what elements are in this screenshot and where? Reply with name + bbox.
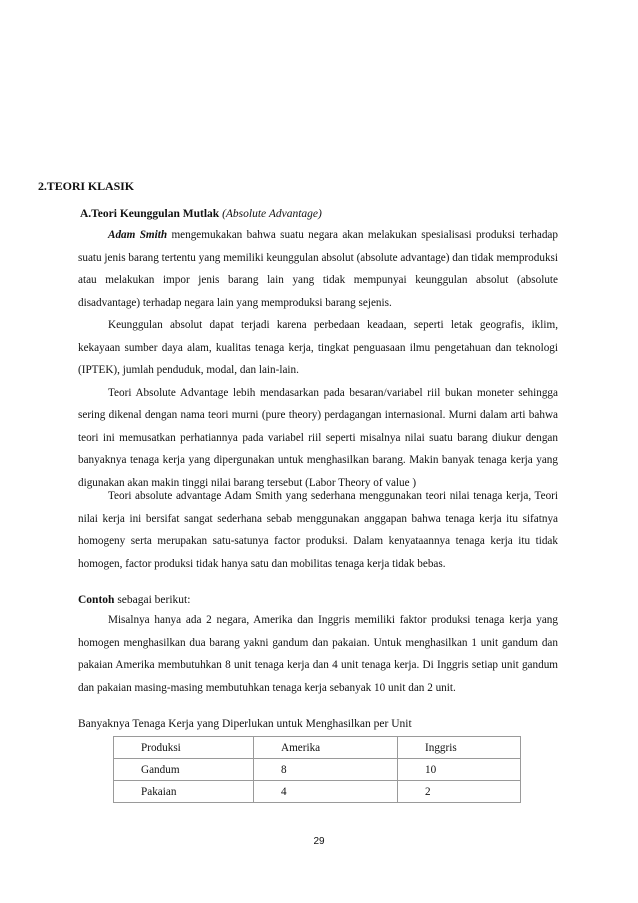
author-name: Adam Smith [108, 229, 168, 241]
table-header-cell: Amerika [254, 737, 398, 759]
paragraph-3: Teori Absolute Advantage lebih mendasarkan pada besaran/variabel riil bukan moneter sehingga sering dikenal dengan nama teori murni (pure theory) perdagangan internasional. Murni dalam arti bahwa teori ini memusatkan perhatiannya pada variabel riil seperti misalnya nilai suatu barang diukur dengan banyaknya tenaga kerja yang dipergunakan untuk menghasilkan barang. Makin banyak tenaga kerja yang digunakan akan makin tinggi nilai barang tersebut (Labor Theory of value ) [78, 386, 558, 489]
table-cell: 4 [254, 781, 398, 803]
table-row [114, 781, 521, 803]
paragraph-1 [78, 224, 558, 314]
table-cell: 10 [398, 759, 521, 781]
paragraph-2: Keunggulan absolut dapat terjadi karena perbedaan keadaan, seperti letak geografis, iklim, kekayaan sumber daya alam, kualitas tenaga kerja, tingkat penguasaan ilmu pengetahuan dan teknologi (IPTEK), jumlah penduduk, modal, dan lain-lain. [78, 319, 558, 376]
paragraph-4: Teori absolute advantage Adam Smith yang sederhana menggunakan teori nilai tenaga kerja, Teori nilai kerja ini bersifat sangat sederhana sebab menggunakan anggapan bahwa tenaga kerja itu sifatnya homogeny serta merupakan satu-satunya factor produksi. Dalam kenyataannya tenaga kerja itu tidak homogen, factor produksi tidak hanya satu dan mobilitas tenaga kerja tidak bebas. [78, 490, 558, 570]
body-block-1 [78, 224, 558, 494]
table-cell: 8 [254, 759, 398, 781]
subsection-title-italic: (Absolute Advantage) [222, 208, 322, 220]
subsection-title [80, 208, 322, 220]
subsection-title-bold: A.Teori Keunggulan Mutlak [80, 208, 220, 220]
example-heading [78, 594, 190, 606]
table-cell: Pakaian [114, 781, 254, 803]
table-header-row [114, 737, 521, 759]
table-header-cell: Inggris [398, 737, 521, 759]
production-table [113, 736, 521, 803]
table-row [114, 759, 521, 781]
table-cell: Gandum [114, 759, 254, 781]
example-label-bold: Contoh [78, 594, 115, 606]
table-caption: Banyaknya Tenaga Kerja yang Diperlukan untuk Menghasilkan per Unit [78, 718, 412, 730]
page-number: 29 [313, 836, 325, 847]
section-title: 2.TEORI KLASIK [38, 179, 134, 193]
table-cell: 2 [398, 781, 521, 803]
body-block-3 [78, 609, 558, 699]
example-label-rest: sebagai berikut: [114, 594, 191, 606]
paragraph-1-text: mengemukakan bahwa suatu negara akan melakukan spesialisasi produksi terhadap suatu jenis barang tertentu yang memiliki keunggulan absolut (absolute advantage) dan tidak memproduksi atau melakukan impor jenis barang lain yang tidak mempunyai keunggulan absolut (absolute disadvantage) terhadap negara lain yang memproduksi barang sejenis. [78, 229, 558, 309]
body-block-2 [78, 485, 558, 575]
paragraph-5: Misalnya hanya ada 2 negara, Amerika dan Inggris memiliki faktor produksi tenaga kerja yang homogen menghasilkan dua barang yakni gandum dan pakaian. Untuk menghasilkan 1 unit gandum dan pakaian Amerika membutuhkan 8 unit tenaga kerja dan 4 unit tenaga kerja. Di Inggris setiap unit gandum dan pakaian masing-masing membutuhkan tenaga kerja sebanyak 10 unit dan 2 unit. [78, 614, 558, 694]
table-header-cell: Produksi [114, 737, 254, 759]
